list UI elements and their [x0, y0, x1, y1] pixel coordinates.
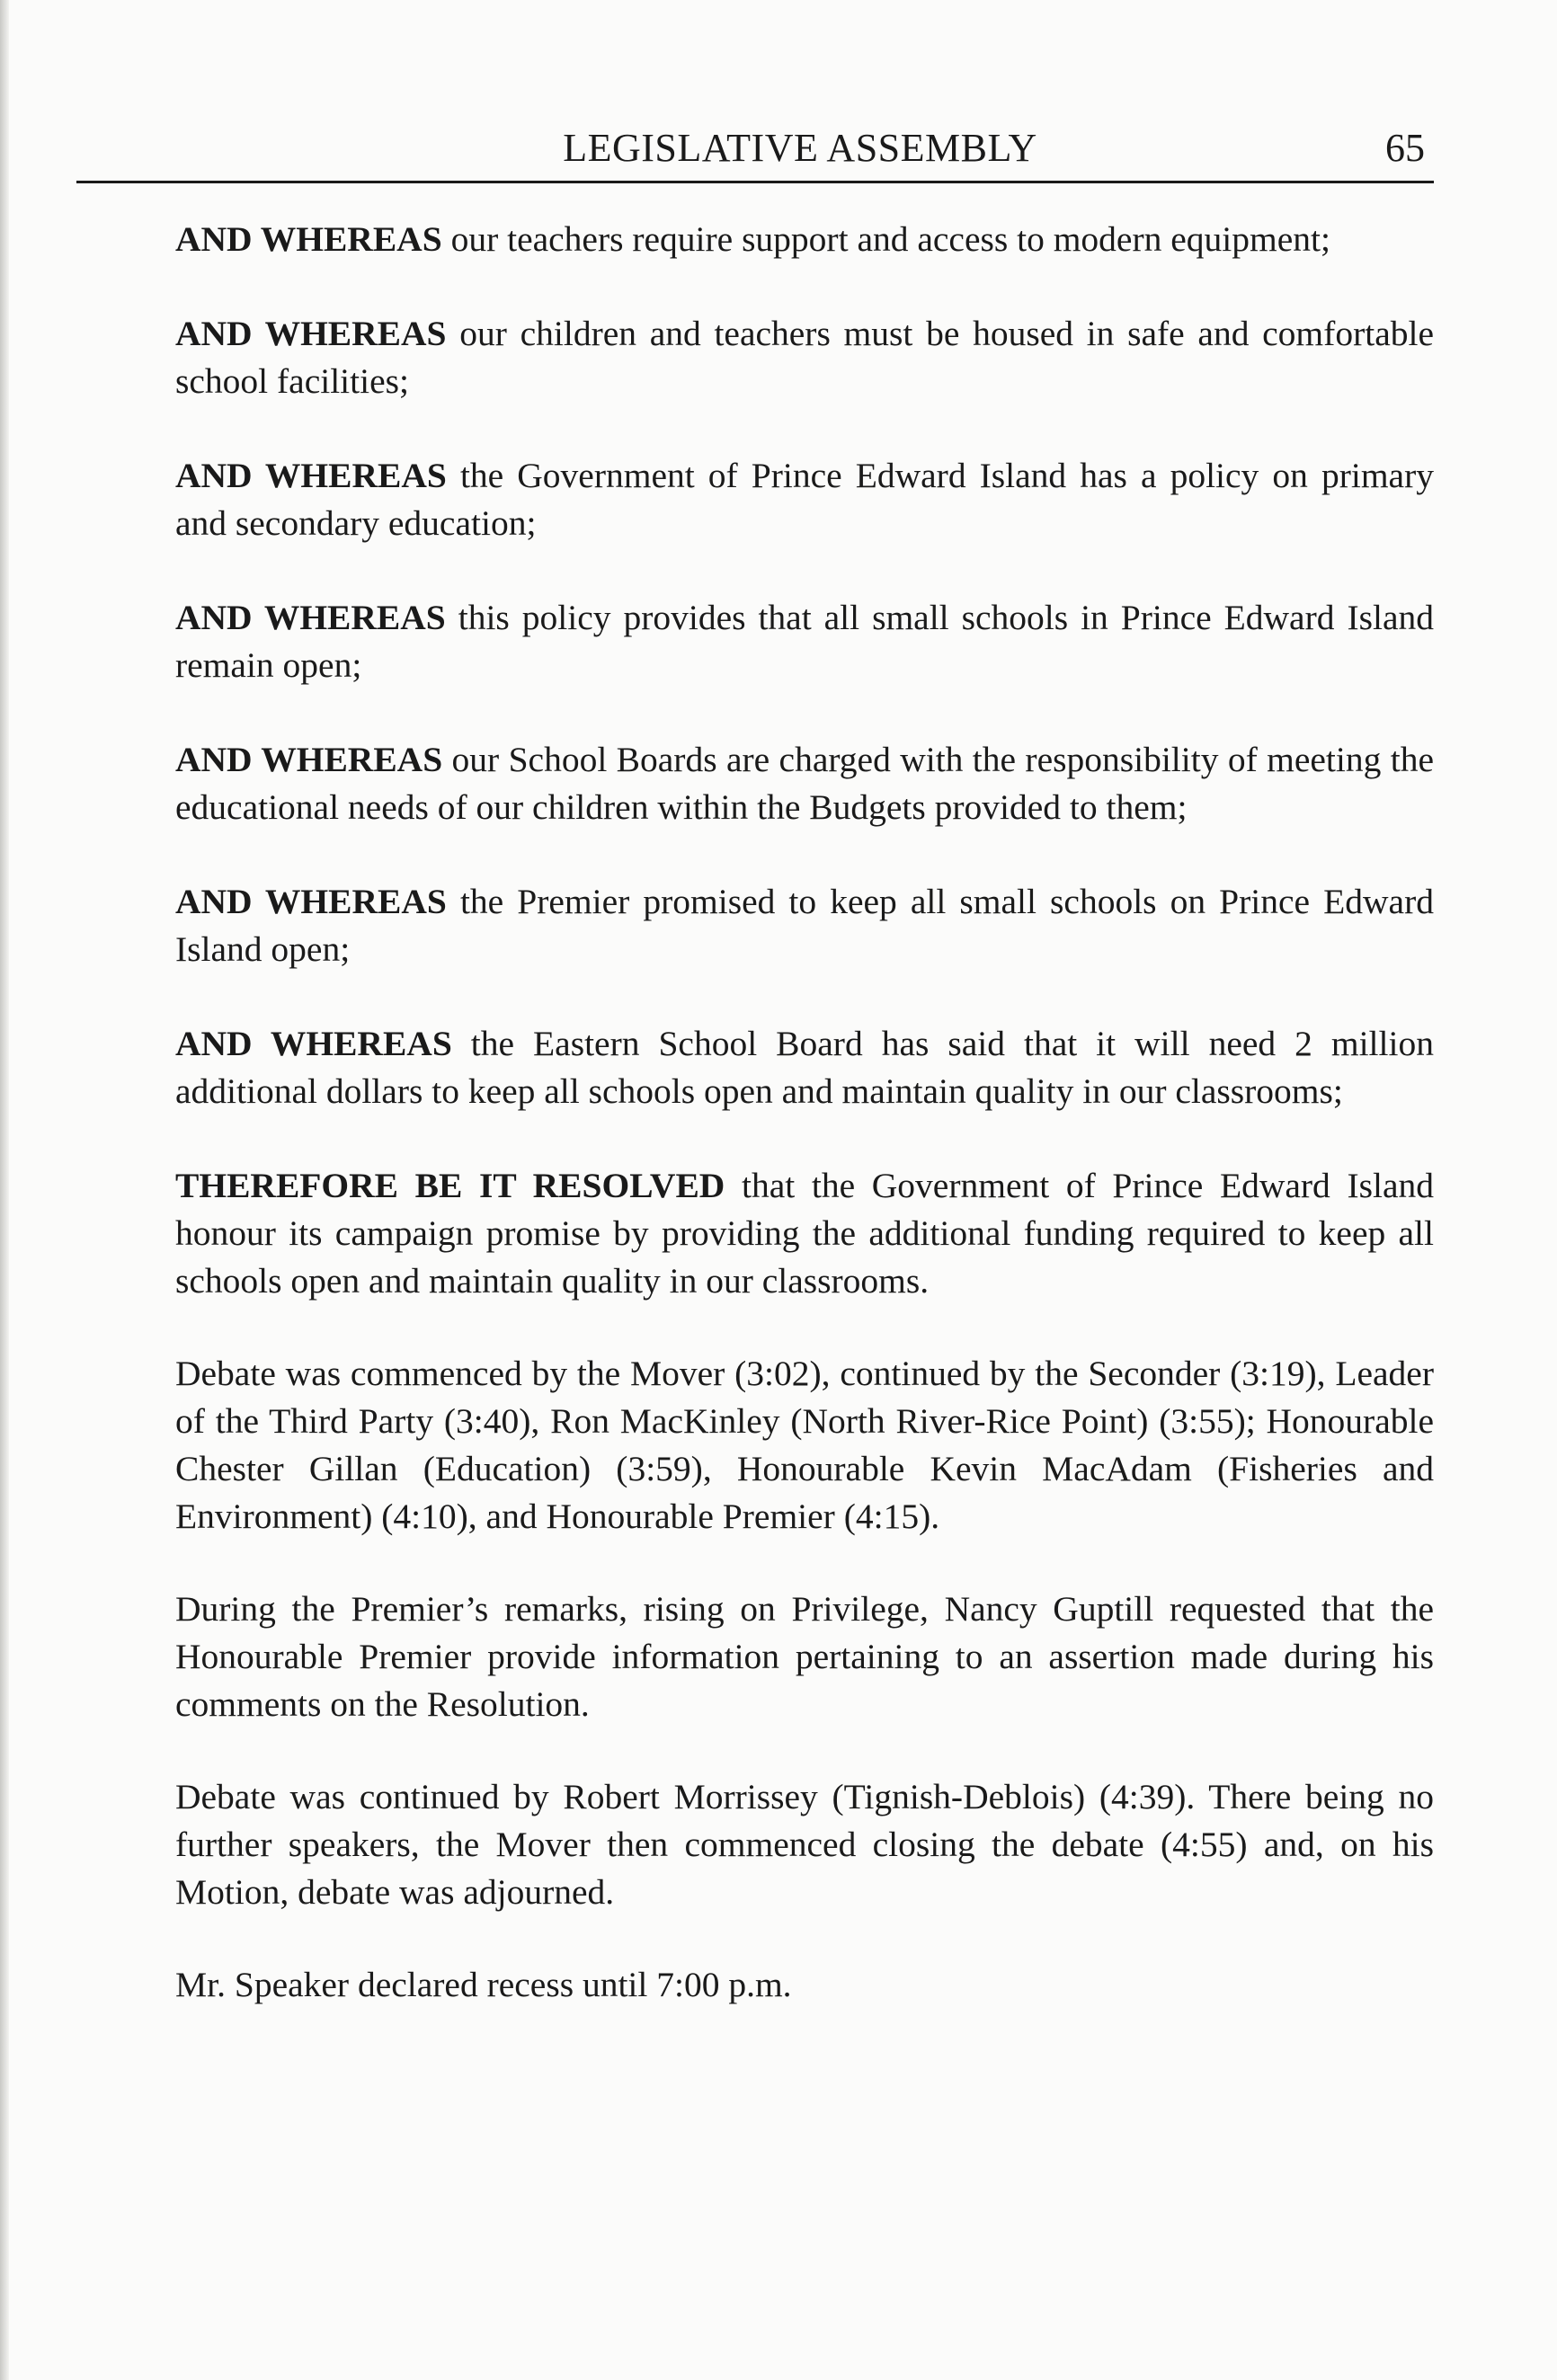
page-number: 65 — [1385, 126, 1425, 170]
resolution-clause — [175, 594, 1434, 689]
clause-text: our School Boards are charged with the responsibility of meeting the educational needs of our children within the Budgets provided to them; — [175, 740, 1434, 827]
clause-text: the Premier promised to keep all small schools on Prince Edward Island open; — [175, 882, 1434, 969]
page-edge-shadow — [0, 0, 9, 2380]
clause-lead: AND WHEREAS — [175, 314, 447, 353]
clause-lead: AND WHEREAS — [175, 740, 443, 779]
resolved-clause — [175, 1162, 1434, 1305]
clause-lead: AND WHEREAS — [175, 882, 447, 921]
proceedings-paragraph: Debate was continued by Robert Morrissey (Tignish-Deblois) (4:39). There being no further speakers, the Mover then commenced closing the debate (4:55) and, on his Motion, debate was adjourned. — [175, 1777, 1434, 1912]
header-title: LEGISLATIVE ASSEMBLY — [563, 126, 1037, 170]
clause-lead: AND WHEREAS — [175, 1024, 452, 1063]
clause-lead: THEREFORE BE IT RESOLVED — [175, 1166, 725, 1205]
clause-text: the Eastern School Board has said that it will need 2 million additional dollars to keep all schools open and maintain quality in our classrooms; — [175, 1024, 1434, 1111]
resolution-clause — [175, 452, 1434, 547]
header-rule — [76, 181, 1434, 183]
proceedings-paragraph: Mr. Speaker declared recess until 7:00 p.m. — [175, 1965, 792, 2004]
proceedings-paragraph: During the Premier’s remarks, rising on Privilege, Nancy Guptill requested that the Honourable Premier provide information pertaining to an assertion made during his comments on the Resolution. — [175, 1589, 1434, 1724]
clause-lead: AND WHEREAS — [175, 598, 446, 637]
clause-text: our children and teachers must be housed in safe and comfortable school facilities; — [175, 314, 1434, 401]
page-header — [171, 121, 1429, 184]
clause-text: this policy provides that all small schools in Prince Edward Island remain open; — [175, 598, 1434, 685]
resolution-clause — [175, 1020, 1434, 1115]
clause-text: that the Government of Prince Edward Island honour its campaign promise by providing the additional funding required to keep all schools open and maintain quality in our classrooms. — [175, 1166, 1434, 1301]
clause-text: the Government of Prince Edward Island has a policy on primary and secondary education; — [175, 456, 1434, 543]
resolution-clause — [175, 736, 1434, 831]
resolution-clause — [175, 310, 1434, 405]
proceedings-paragraph: Debate was commenced by the Mover (3:02), continued by the Seconder (3:19), Leader of the Third Party (3:40), Ron MacKinley (North River-Rice Point) (3:55); Honourable Chester Gillan (Education) (3:59), Honourable Kevin MacAdam (Fisheries and Environment) (4:10), and Honourable Premier (4:15). — [175, 1354, 1434, 1536]
resolution-clause — [175, 878, 1434, 973]
document-body — [175, 216, 1434, 2056]
clause-lead: AND WHEREAS — [175, 456, 447, 495]
resolution-clause — [175, 216, 1434, 263]
clause-lead: AND WHEREAS — [175, 219, 442, 259]
clause-text: our teachers require support and access to modern equipment; — [441, 219, 1330, 259]
